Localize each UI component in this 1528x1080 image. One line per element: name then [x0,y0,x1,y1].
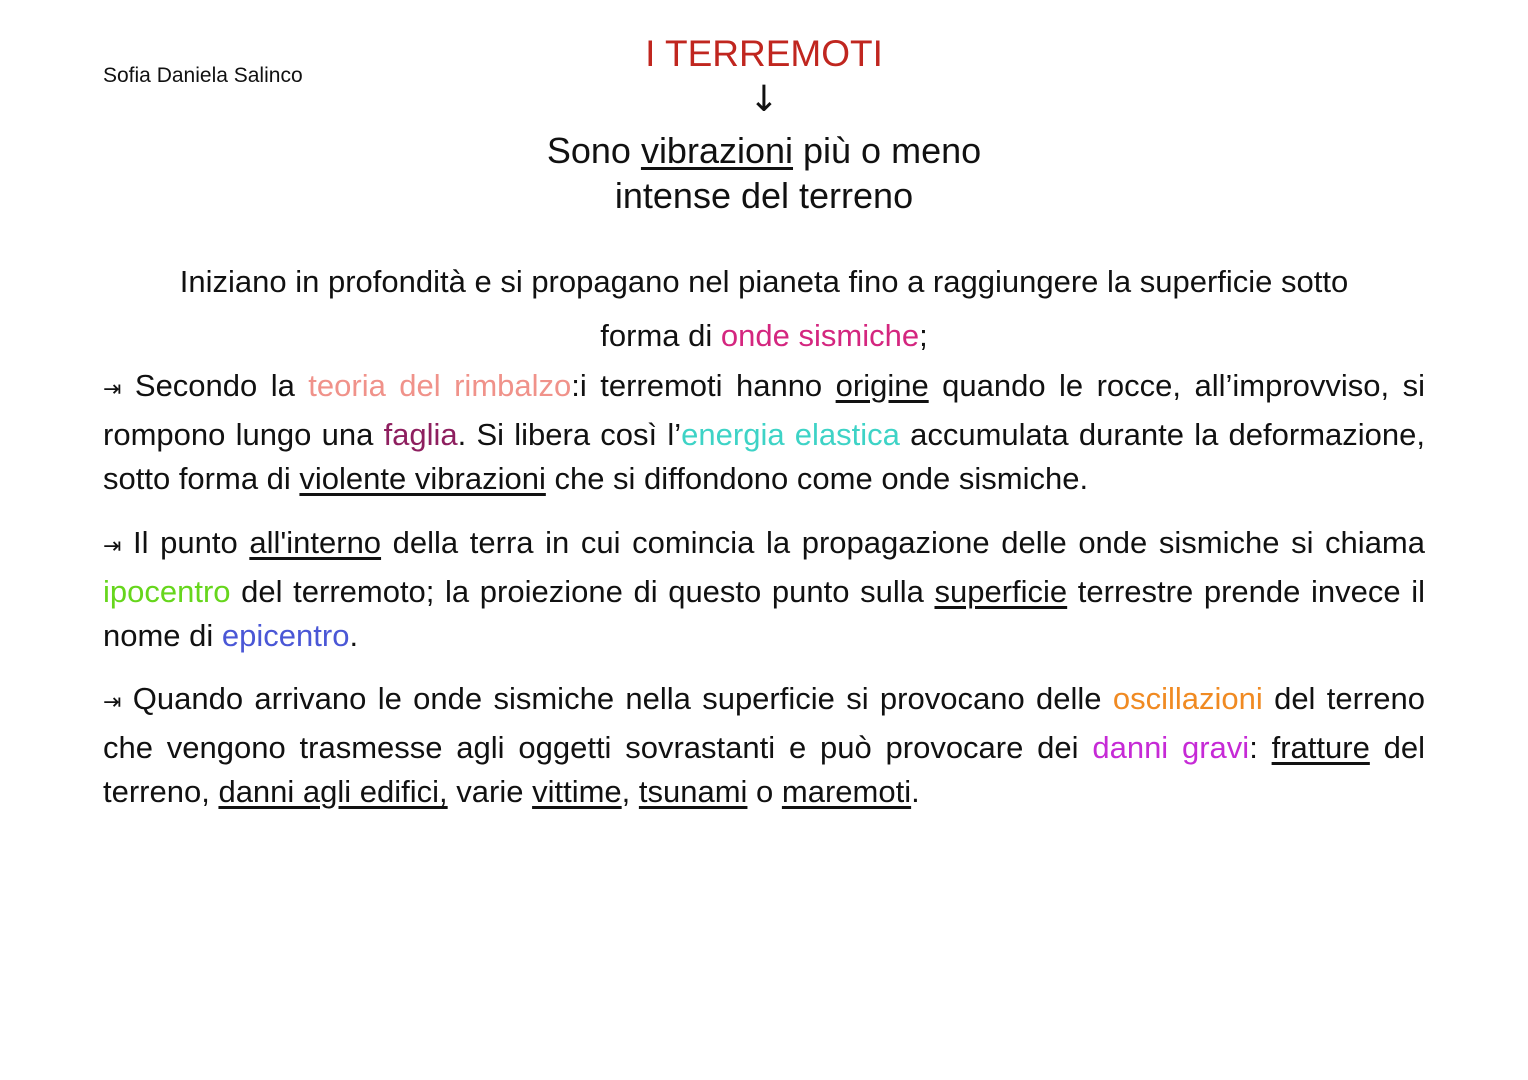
definition-line-2: intense del terreno [614,175,914,216]
term-onde-sismiche: onde sismiche [720,318,920,353]
paragraph-ipocentro: ⇥ Il punto all'interno della terra in cui comincia la propagazione delle onde sismiche si chiama ipocentro del terremoto; la proiezione di questo punto sulla superficie terrestre prende invece il nome di epicentro. [103,525,1425,653]
intro-paragraph [100,255,1428,363]
tab-arrow-icon: ⇥ [103,690,122,715]
keyword-fratture: fratture [1271,729,1370,765]
keyword-tsunami: tsunami [638,774,748,809]
intro-line-2: forma di onde sismiche; [600,318,928,353]
keyword-danni-edifici: danni agli edifici, [218,774,448,809]
keyword-vittime: vittime [532,774,622,809]
keyword-all-interno: all'interno [249,525,382,560]
term-ipocentro: ipocentro [103,573,231,609]
term-faglia: faglia [383,416,458,452]
definition-line-1: Sono vibrazioni più o meno [546,130,982,171]
page-title: I TERREMOTI [645,33,883,74]
keyword-origine: origine [835,368,929,403]
keyword-vibrazioni: vibrazioni [640,130,794,171]
definition [0,128,1528,218]
paragraph-effetti: ⇥ Quando arrivano le onde sismiche nella superficie si provocano delle oscillazioni del terreno che vengono trasmesse agli oggetti sovrastanti e può provocare dei danni gravi: fratture del terreno, danni agli edifici, varie vittime, tsunami o maremoti. [103,681,1425,809]
author-name: Sofia Daniela Salinco [103,64,303,87]
keyword-maremoti: maremoti [781,774,912,809]
keyword-superficie: superficie [934,573,1068,609]
term-teoria-rimbalzo: teoria del rimbalzo [308,368,572,403]
down-arrow-icon: ↓ [748,79,780,120]
term-energia-elastica: energia elastica [681,416,900,452]
keyword-violente-vibrazioni: violente vibrazioni [299,461,546,496]
intro-line-1: Iniziano in profondità e si propagano nel pianeta fino a raggiungere la superficie sotto [179,264,1349,299]
tab-arrow-icon: ⇥ [103,377,122,402]
paragraph-rimbalzo: ⇥ Secondo la teoria del rimbalzo:i terremoti hanno origine quando le rocce, all’improvviso, si rompono lungo una faglia. Si libera così l’energia elastica accumulata durante la deformazione, sotto forma di violente vibrazioni che si diffondono come onde sismiche. [103,368,1425,496]
term-danni-gravi: danni gravi [1092,729,1250,765]
term-epicentro: epicentro [221,618,350,653]
term-oscillazioni: oscillazioni [1112,681,1263,716]
tab-arrow-icon: ⇥ [103,534,122,559]
